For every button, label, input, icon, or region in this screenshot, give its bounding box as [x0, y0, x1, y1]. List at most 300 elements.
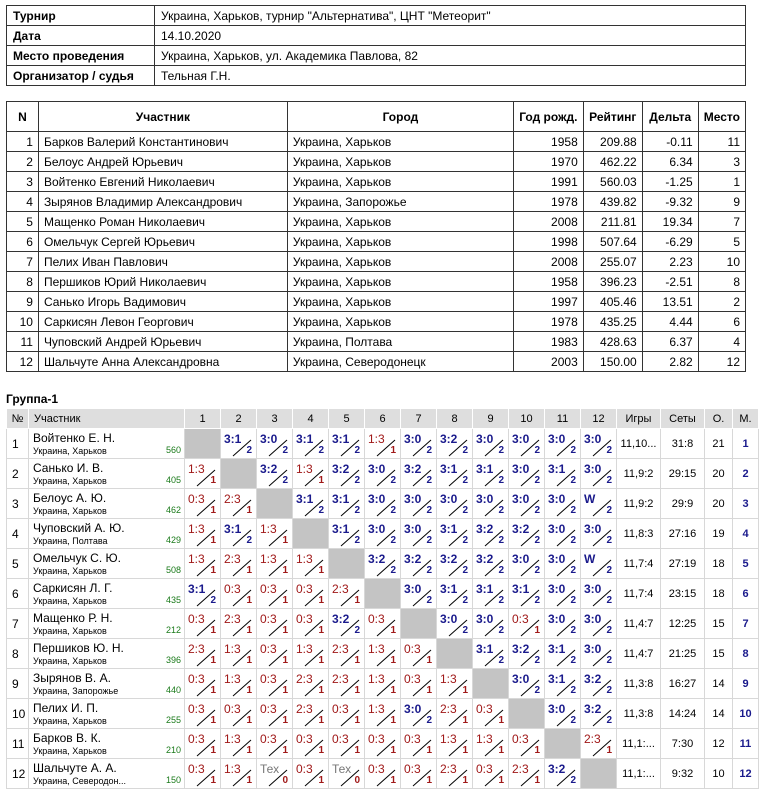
info-row [7, 66, 746, 86]
match-score: 1:3 [224, 641, 241, 656]
match-score: 0:3 [260, 641, 277, 656]
match-score: 3:2 [476, 551, 494, 566]
player-name: Войтенко Евгений Николаевич [38, 172, 287, 192]
match-score: 0:3 [188, 731, 205, 746]
match-score: 3:2 [548, 761, 566, 776]
result-cell [221, 429, 257, 459]
result-cell [509, 549, 545, 579]
match-points: 1 [282, 594, 288, 606]
result-cell [185, 609, 221, 639]
result-cell [401, 429, 437, 459]
match-points: 2 [246, 534, 252, 546]
match-score: 0:3 [260, 581, 277, 596]
match-points: 1 [498, 774, 504, 786]
player-name: Белоус Андрей Юрьевич [38, 152, 287, 172]
match-points: 2 [210, 594, 216, 606]
match-points: 1 [318, 744, 324, 756]
match-points: 1 [390, 774, 396, 786]
match-score: 3:1 [548, 671, 566, 686]
match-score: 2:3 [224, 611, 241, 626]
result-cell [185, 729, 221, 759]
player-birth-year: 1983 [513, 332, 583, 352]
match-points: 1 [318, 654, 324, 666]
games-total: 11,7:4 [617, 579, 661, 609]
player-name: Зырянов Владимир Александрович [38, 192, 287, 212]
match-score: 3:0 [512, 431, 530, 446]
result-cell [437, 609, 473, 639]
grid-row [7, 519, 759, 549]
match-points: 2 [606, 684, 612, 696]
player-short-name: Першиков Ю. Н. [33, 641, 124, 655]
match-points: 1 [426, 654, 432, 666]
info-key: Турнир [7, 6, 155, 26]
result-cell [257, 669, 293, 699]
player-city: Украина, Харьков [33, 476, 107, 486]
player-city: Украина, Полтава [287, 332, 513, 352]
result-cell [473, 729, 509, 759]
player-city: Украина, Харьков [33, 716, 107, 726]
match-score: 0:3 [224, 701, 241, 716]
match-points: 2 [606, 564, 612, 576]
result-cell [257, 759, 293, 789]
points-total: 14 [705, 669, 733, 699]
sets-total: 27:16 [661, 519, 705, 549]
match-points: 2 [606, 624, 612, 636]
result-cell [581, 549, 617, 579]
header-games: Игры [617, 409, 661, 429]
match-points: 2 [606, 474, 612, 486]
match-score: 3:2 [584, 701, 602, 716]
match-score: 1:3 [260, 551, 277, 566]
player-number: 3 [7, 172, 39, 192]
result-cell [365, 519, 401, 549]
match-points: 1 [282, 714, 288, 726]
match-points: 2 [570, 594, 576, 606]
match-score: 2:3 [224, 491, 241, 506]
match-points: 2 [354, 444, 360, 456]
match-points: 2 [462, 564, 468, 576]
match-score: 3:1 [512, 581, 530, 596]
sets-total: 12:25 [661, 609, 705, 639]
result-cell [473, 519, 509, 549]
match-points: 2 [426, 474, 432, 486]
match-score: 3:1 [296, 491, 314, 506]
result-cell [581, 729, 617, 759]
place-total: 7 [733, 609, 759, 639]
player-city: Украина, Харьков [287, 152, 513, 172]
result-cell [581, 639, 617, 669]
result-cell [509, 429, 545, 459]
match-points: 2 [462, 504, 468, 516]
player-rating: 560 [165, 445, 181, 455]
match-points: 1 [210, 714, 216, 726]
player-place: 9 [698, 192, 745, 212]
player-rating: 210 [165, 745, 181, 755]
match-score: 3:0 [584, 521, 602, 536]
match-points: 0 [282, 774, 288, 786]
diagonal-cell [581, 759, 617, 789]
match-score: 3:2 [332, 461, 350, 476]
row-number: 7 [7, 609, 29, 639]
match-points: 2 [534, 594, 540, 606]
result-cell [257, 579, 293, 609]
match-score: 3:2 [512, 521, 530, 536]
diagonal-cell [257, 489, 293, 519]
sets-total: 27:19 [661, 549, 705, 579]
match-score: W [584, 491, 596, 506]
info-value: Украина, Харьков, ул. Академика Павлова, 82 [155, 46, 746, 66]
match-score: 3:1 [224, 431, 242, 446]
sets-total: 31:8 [661, 429, 705, 459]
match-points: 2 [534, 474, 540, 486]
match-points: 1 [246, 774, 252, 786]
row-player [29, 699, 185, 729]
player-rating: 405.46 [583, 292, 642, 312]
diagonal-cell [401, 609, 437, 639]
player-number: 12 [7, 352, 39, 372]
sets-total: 7:30 [661, 729, 705, 759]
match-score: 0:3 [512, 731, 529, 746]
header-points: О. [705, 409, 733, 429]
table-row [7, 352, 746, 372]
player-city: Украина, Харьков [287, 292, 513, 312]
player-number: 4 [7, 192, 39, 212]
table-row [7, 312, 746, 332]
match-points: 1 [354, 714, 360, 726]
match-score: Тех [260, 761, 280, 776]
result-cell [437, 579, 473, 609]
result-cell [473, 549, 509, 579]
row-player [29, 729, 185, 759]
match-points: 1 [282, 624, 288, 636]
match-points: 2 [606, 444, 612, 456]
result-cell [545, 759, 581, 789]
header-opponent: 8 [437, 409, 473, 429]
points-total: 19 [705, 519, 733, 549]
place-total: 5 [733, 549, 759, 579]
match-points: 2 [570, 564, 576, 576]
result-cell [257, 459, 293, 489]
match-points: 2 [426, 714, 432, 726]
match-score: 2:3 [296, 701, 313, 716]
match-points: 2 [606, 594, 612, 606]
result-cell [581, 519, 617, 549]
result-cell [437, 699, 473, 729]
column-header: Год рожд. [513, 102, 583, 132]
match-points: 1 [246, 564, 252, 576]
player-rating: 462.22 [583, 152, 642, 172]
match-points: 1 [462, 774, 468, 786]
match-score: 3:2 [584, 671, 602, 686]
player-place: 4 [698, 332, 745, 352]
column-header: Место [698, 102, 745, 132]
match-points: 2 [570, 684, 576, 696]
player-short-name: Пелих И. П. [33, 701, 99, 715]
player-birth-year: 1998 [513, 232, 583, 252]
match-score: 3:0 [584, 461, 602, 476]
result-cell [473, 699, 509, 729]
player-number: 2 [7, 152, 39, 172]
place-total: 6 [733, 579, 759, 609]
column-header: Участник [38, 102, 287, 132]
result-cell [365, 669, 401, 699]
result-cell [293, 759, 329, 789]
match-points: 2 [390, 564, 396, 576]
match-score: 0:3 [188, 701, 205, 716]
player-rating: 440 [165, 685, 181, 695]
match-points: 1 [390, 444, 396, 456]
match-points: 2 [570, 714, 576, 726]
result-cell [401, 729, 437, 759]
sets-total: 23:15 [661, 579, 705, 609]
match-points: 1 [282, 744, 288, 756]
match-points: 1 [534, 774, 540, 786]
match-score: W [584, 551, 596, 566]
player-city: Украина, Харьков [287, 272, 513, 292]
match-points: 2 [570, 534, 576, 546]
sets-total: 21:25 [661, 639, 705, 669]
info-row [7, 26, 746, 46]
match-score: 3:0 [368, 461, 386, 476]
row-number: 11 [7, 729, 29, 759]
result-cell [401, 519, 437, 549]
player-city: Украина, Харьков [33, 506, 107, 516]
result-cell [185, 579, 221, 609]
match-points: 1 [246, 594, 252, 606]
diagonal-cell [329, 549, 365, 579]
diagonal-cell [365, 579, 401, 609]
result-cell [329, 489, 365, 519]
result-cell [473, 459, 509, 489]
player-city: Украина, Запорожье [33, 686, 119, 696]
place-total: 3 [733, 489, 759, 519]
games-total: 11,9:2 [617, 459, 661, 489]
grid-row [7, 729, 759, 759]
result-cell [473, 429, 509, 459]
result-cell [257, 699, 293, 729]
result-cell [509, 729, 545, 759]
result-cell [437, 429, 473, 459]
result-cell [329, 609, 365, 639]
player-number: 7 [7, 252, 39, 272]
player-city: Украина, Запорожье [287, 192, 513, 212]
result-cell [437, 549, 473, 579]
player-rating: 429 [165, 535, 181, 545]
match-score: 0:3 [404, 671, 421, 686]
player-name: Першиков Юрий Николаевич [38, 272, 287, 292]
match-points: 2 [606, 654, 612, 666]
match-score: 3:2 [368, 551, 386, 566]
result-cell [581, 579, 617, 609]
match-points: 2 [354, 504, 360, 516]
games-total: 11,3:8 [617, 669, 661, 699]
result-cell [509, 459, 545, 489]
points-total: 15 [705, 609, 733, 639]
result-cell [185, 519, 221, 549]
column-header: N [7, 102, 39, 132]
result-cell [185, 759, 221, 789]
player-place: 7 [698, 212, 745, 232]
match-points: 2 [354, 624, 360, 636]
player-rating: 560.03 [583, 172, 642, 192]
match-score: 3:0 [476, 431, 494, 446]
header-opponent: 9 [473, 409, 509, 429]
match-score: 3:2 [332, 611, 350, 626]
player-birth-year: 1970 [513, 152, 583, 172]
result-cell [437, 519, 473, 549]
row-number: 4 [7, 519, 29, 549]
match-score: 0:3 [404, 731, 421, 746]
match-points: 2 [606, 714, 612, 726]
match-points: 1 [390, 654, 396, 666]
result-cell [473, 489, 509, 519]
result-cell [329, 519, 365, 549]
match-score: 0:3 [332, 701, 349, 716]
header-place: М. [733, 409, 759, 429]
player-short-name: Саркисян Л. Г. [33, 581, 113, 595]
match-points: 1 [210, 684, 216, 696]
match-score: 0:3 [188, 491, 205, 506]
match-score: 2:3 [332, 671, 349, 686]
player-delta: 19.34 [642, 212, 698, 232]
row-player [29, 519, 185, 549]
match-points: 2 [426, 594, 432, 606]
player-rating: 211.81 [583, 212, 642, 232]
header-player: Участник [29, 409, 185, 429]
info-row [7, 46, 746, 66]
result-cell [509, 519, 545, 549]
match-score: 3:0 [512, 461, 530, 476]
match-score: 1:3 [188, 521, 205, 536]
games-total: 11,1:... [617, 759, 661, 789]
player-delta: -9.32 [642, 192, 698, 212]
player-short-name: Зырянов В. А. [33, 671, 111, 685]
match-points: 2 [390, 534, 396, 546]
player-number: 1 [7, 132, 39, 152]
row-number: 2 [7, 459, 29, 489]
match-score: 3:0 [404, 491, 422, 506]
match-points: 2 [426, 444, 432, 456]
match-score: 3:0 [548, 611, 566, 626]
player-name: Санько Игорь Вадимович [38, 292, 287, 312]
diagonal-cell [221, 459, 257, 489]
player-rating: 255 [165, 715, 181, 725]
table-row [7, 232, 746, 252]
match-points: 2 [390, 474, 396, 486]
player-city: Украина, Харьков [33, 566, 107, 576]
result-cell [293, 549, 329, 579]
match-points: 2 [534, 654, 540, 666]
match-points: 1 [462, 714, 468, 726]
player-rating: 435 [165, 595, 181, 605]
match-score: 3:1 [440, 581, 458, 596]
match-points: 1 [498, 714, 504, 726]
match-points: 1 [318, 684, 324, 696]
player-birth-year: 2008 [513, 212, 583, 232]
result-cell [509, 609, 545, 639]
match-score: 1:3 [368, 641, 385, 656]
player-name: Омельчук Сергей Юрьевич [38, 232, 287, 252]
player-rating: 396.23 [583, 272, 642, 292]
points-total: 18 [705, 579, 733, 609]
row-player [29, 639, 185, 669]
result-cell [473, 609, 509, 639]
match-points: 2 [462, 594, 468, 606]
result-cell [329, 699, 365, 729]
result-cell [365, 429, 401, 459]
match-score: 3:0 [548, 431, 566, 446]
row-player [29, 429, 185, 459]
player-short-name: Белоус А. Ю. [33, 491, 107, 505]
header-opponent: 6 [365, 409, 401, 429]
match-score: 3:1 [332, 491, 350, 506]
match-points: 2 [462, 474, 468, 486]
result-cell [581, 609, 617, 639]
row-number: 1 [7, 429, 29, 459]
result-cell [365, 489, 401, 519]
match-score: 3:0 [368, 521, 386, 536]
match-points: 2 [318, 444, 324, 456]
player-rating: 212 [165, 625, 181, 635]
match-points: 2 [570, 774, 576, 786]
match-score: 0:3 [260, 701, 277, 716]
match-score: 3:2 [404, 551, 422, 566]
match-score: 1:3 [260, 521, 277, 536]
match-score: 1:3 [476, 731, 493, 746]
player-city: Украина, Харьков [33, 626, 107, 636]
match-score: 3:1 [440, 461, 458, 476]
result-cell [329, 579, 365, 609]
match-points: 1 [246, 624, 252, 636]
match-score: 0:3 [260, 671, 277, 686]
match-points: 1 [606, 744, 612, 756]
player-rating: 405 [165, 475, 181, 485]
match-score: 3:0 [476, 611, 494, 626]
match-score: 3:0 [440, 611, 458, 626]
match-score: 3:1 [224, 521, 242, 536]
result-cell [365, 459, 401, 489]
player-city: Украина, Харьков [287, 252, 513, 272]
match-points: 2 [498, 594, 504, 606]
group-title: Группа-1 [6, 392, 59, 406]
result-cell [221, 729, 257, 759]
player-place: 10 [698, 252, 745, 272]
table-row [7, 152, 746, 172]
player-place: 11 [698, 132, 745, 152]
result-cell [401, 489, 437, 519]
player-short-name: Войтенко Е. Н. [33, 431, 116, 445]
player-place: 5 [698, 232, 745, 252]
match-points: 1 [246, 744, 252, 756]
result-cell [365, 759, 401, 789]
column-header: Город [287, 102, 513, 132]
match-points: 2 [426, 534, 432, 546]
player-short-name: Барков В. К. [33, 731, 101, 745]
match-points: 1 [210, 774, 216, 786]
match-points: 1 [534, 744, 540, 756]
match-score: 3:0 [548, 521, 566, 536]
match-points: 2 [390, 504, 396, 516]
header-opponent: 5 [329, 409, 365, 429]
games-total: 11,9:2 [617, 489, 661, 519]
row-number: 3 [7, 489, 29, 519]
round-robin-grid [6, 408, 759, 789]
result-cell [293, 459, 329, 489]
result-cell [257, 429, 293, 459]
row-number: 6 [7, 579, 29, 609]
place-total: 10 [733, 699, 759, 729]
player-birth-year: 2003 [513, 352, 583, 372]
